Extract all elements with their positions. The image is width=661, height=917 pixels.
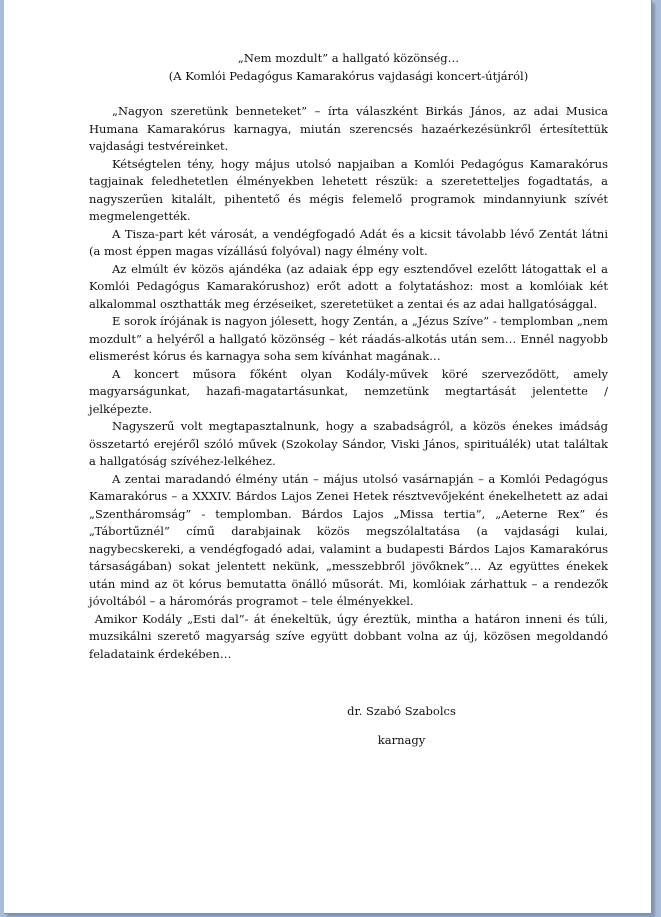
title-line-2: (A Komlói Pedagógus Kamarakórus vajdasági koncert-útjáról) [168, 68, 529, 83]
paragraph-3: A Tisza-part két városát, a vendégfogadó Adát és a kicsit távolabb lévő Zentát látni (a most éppen magas vízállású folyóval) nagy élmény volt. [89, 226, 608, 258]
paragraph-9: Amikor Kodály „Esti dal”- át énekeltük, úgy éreztük, mintha a határon inneni és túli, muzsikálni szerető magyarság szíve együtt dobbant volna az új, közösen megoldandó feladataink érdekében… [89, 611, 608, 661]
paragraph-2: Kétségtelen tény, hogy május utolsó napjaiban a Komlói Pedagógus Kamarakórus tagjainak feledhetetlen élményekben lehetett részük: a szeretetteljes fogadtatás, a nagyszerűen kitalált, pihentető és mégis felemelő programok mindannyiunk szívét megmelengették. [89, 156, 608, 223]
signature-name: dr. Szabó Szabolcs [347, 703, 456, 718]
document-page [4, 0, 652, 914]
paragraph-8: A zentai maradandó élmény után – május utolsó vasárnapján – a Komlói Pedagógus Kamarakórus – a XXXIV. Bárdos Lajos Zenei Hetek résztvevőjeként énekelhetett az adai „Szentháromság” - templomban. Bárdos Lajos „Missa tertia”, „Aeterne Rex” és „Tábortűznél” című darabjainak közös megszólaltatása (a vajdasági kulai, nagybecskereki, a vendégfogadó adai, valamint a budapesti Bárdos Lajos Kamarakórus társaságában) sokat jelentett nekünk, „messzebbről jövőknek”… Az együttes énekek után mind az öt kórus bemutatta önálló műsorát. Mi, komlóiak zárhattuk – a rendezők jóvoltából – a háromórás programot – tele élményekkel. [89, 471, 608, 608]
paragraph-7: Nagyszerű volt megtapasztalnunk, hogy a szabadságról, a közös énekes imádság összetartó erejéről szóló művek (Szokolay Sándor, Viski János, spirituálék) utat találtak a hallgatóság szívéhez-lelkéhez. [89, 419, 608, 468]
paragraph-6: A koncert műsora főként olyan Kodály-művek köré szerveződött, amely magyarságunkat, hazafi-magatartásunkat, nemzetünk megtartását jelentette / jelképezte. [89, 366, 608, 416]
signature-role: karnagy [377, 732, 426, 747]
title-spacer [89, 85, 608, 103]
title-line-1: „Nem mozdult” a hallgató közönség… [237, 51, 460, 65]
signature-spacer [89, 663, 608, 691]
paragraph-4: Az elmúlt év közös ajándéka (az adaiak épp egy esztendővel ezelőtt látogattak el a Komlói Pedagógus Kamarakórushoz) erőt adott a folytatáshoz: most a komlóiak két alkalommal oszthatták meg érzéseiket, szeretetüket a zentai és az adai hallgatósággal. [89, 261, 608, 311]
document-content [89, 50, 608, 761]
paragraph-1: „Nagyon szeretünk benneteket” – írta válaszként Birkás János, az adai Musica Humana Kamarakórus karnagya, miután szerencsés hazaérkezésünkről értesítettük vajdasági testvéreinket. [89, 104, 608, 153]
paragraph-5: E sorok írójának is nagyon jólesett, hogy Zentán, a „Jézus Szíve” - templomban „nem mozdult” a helyéről a hallgató közönség – két ráadás-alkotás után sem… Ennél nagyobb elismerést kórus és karnagya soha sem kívánhat magának… [89, 314, 608, 363]
